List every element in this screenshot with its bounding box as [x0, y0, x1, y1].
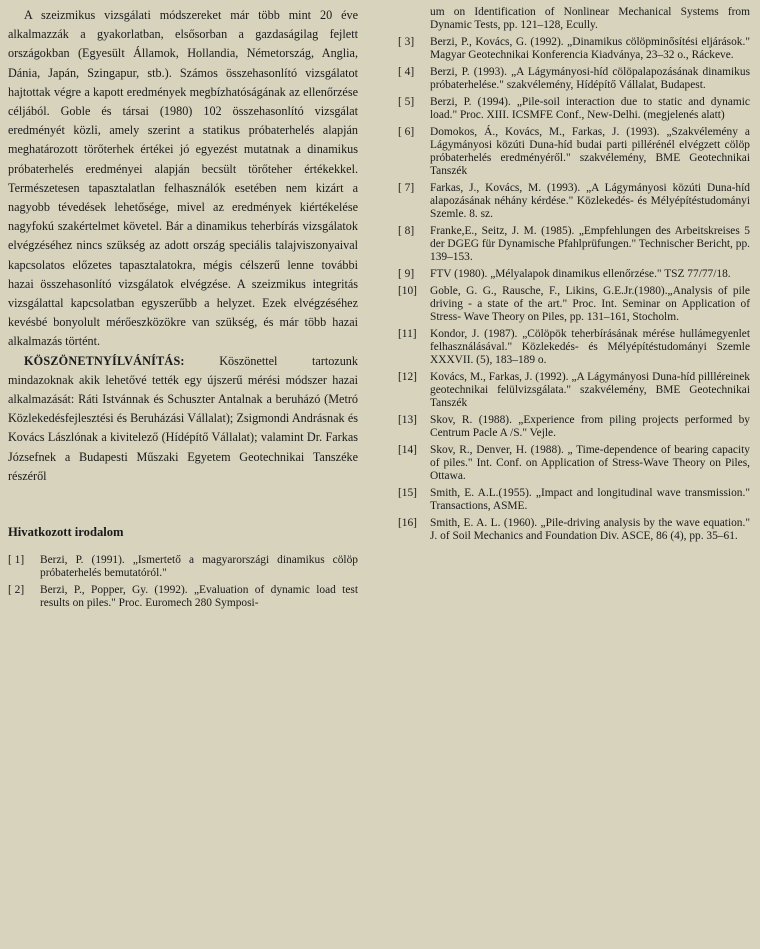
reference-text: Berzi, P. (1994). „Pile-soil interaction due to static and dynamic load." Proc. XIII. ICSMFE Conf., New-Delhi. (megjelenés alatt)	[430, 96, 750, 121]
reference-number: [14]	[398, 444, 417, 456]
reference-item	[398, 487, 750, 513]
reference-item	[398, 96, 750, 122]
reference-number: [ 1]	[8, 554, 25, 567]
reference-text: FTV (1980). „Mélyalapok dinamikus ellenőrzése." TSZ 77/77/18.	[430, 268, 731, 280]
reference-item	[8, 554, 358, 580]
reference-item	[398, 517, 750, 543]
reference-item	[398, 444, 750, 483]
reference-item	[398, 225, 750, 264]
reference-item	[8, 584, 358, 610]
reference-number: [10]	[398, 285, 417, 297]
reference-number: [ 4]	[398, 66, 415, 78]
body-paragraph: A szeizmikus vizsgálati módszereket már több mint 20 éve alkalmazzák a gyakorlatban, elsősorban a gazdaságilag fejlett országokban (Egyesült Államok, Hollandia, Németország, Anglia, Dánia, Japán, Szingapur, stb.). Számos összehasonlító vizsgálatot hajtottak végre a kapott eredmények megbízhatóságának az ellenőrzése céljából. Goble és társai (1980) 102 összehasonlító vizsgálat eredményét közli, amely szerint a statikus próbaterhelés alapján meghatározott törőterhek értékei jó egyezést mutatnak a dinamikus próbaterhelés eredményei alapján becsült törőteher értékekkel. Természetesen tapasztalatlan felhasználók esetében nem kizárt a nagyobb tévedések lehetősége, mivel az eredmények kiértékelése nagyfokú szakértelmet követel. Bár a dinamikus teherbírás vizsgálatok elvégzéséhez nincs szükség az adott ország speciális talajviszonyaival kapcsolatos előzetes tapasztalatokra, mégis célszerű lenne további hazai összehasonlító vizsgálatok elvégzése. A szeizmikus integritás vizsgálattal kapcsolatban egyszerűbb a helyzet. Ezek elvégzéséhez kevésbé bonyolult mérőeszközökre van szükség, és már több hazai alkalmazás történt.	[8, 8, 358, 349]
reference-text: Skov, R. (1988). „Experience from piling projects performed by Centrum Pacle A /S." Vejle.	[430, 414, 750, 439]
acknowledgement-text: Köszönettel tartozunk mindazoknak akik lehetővé tették egy újszerű mérési módszer hazai alkalmazását: Ráti Istvánnak és Schuszter Antalnak a beruházó (Metró Közlekedésfejlesztési és Beruházási Vállalat); Zsigmondi Andrásnak és Kovács Lászlónak a kivitelező (Hídépítő Vállalat); valamint Dr. Farkas Józsefnek a Budapesti Műszaki Egyetem Geotechnikai Tanszéke részéről	[8, 353, 358, 483]
reference-text: Kovács, M., Farkas, J. (1992). „A Lágymányosi Duna-híd pillléreinek geotechnikai felülvizsgálata." szakvélemény, BME Geotechnikai Tanszék	[430, 371, 750, 409]
reference-number: [ 2]	[8, 584, 25, 597]
reference-text: Berzi, P., Kovács, G. (1992). „Dinamikus cölöpminősítési eljárások." Magyar Geotechnikai Konferencia Kiadványa, 23–32 o., Ráckeve.	[430, 36, 750, 61]
references-title: Hivatkozott irodalom	[8, 525, 124, 540]
reference-text: Skov, R., Denver, H. (1988). „ Time-dependence of bearing capacity of piles." Int. Conf. on Application of Stress-Wave Theory on Piles, Ottawa.	[430, 444, 750, 482]
reference-text: Smith, E. A. L. (1960). „Pile-driving analysis by the wave equation." J. of Soil Mechanics and Foundation Div. ASCE, 86 (4), pp. 35–61.	[430, 517, 750, 542]
reference-text: Domokos, Á., Kovács, M., Farkas, J. (1993). „Szakvélemény a Lágymányosi közúti Duna-híd budai parti pillérénél elvégzett cölöp próbaterhelés eredményéről." szakvélemény, BME Geotechnikai Tanszék	[430, 126, 750, 177]
reference-continuation: um on Identification of Nonlinear Mechanical Systems from Dynamic Tests, pp. 121–128, Ecully.	[430, 6, 750, 31]
reference-item	[398, 268, 750, 281]
reference-number: [16]	[398, 517, 417, 529]
reference-item	[398, 285, 750, 324]
reference-text: Smith, E. A.L.(1955). „Impact and longitudinal wave transmission." Transactions, ASME.	[430, 487, 750, 512]
reference-number: [ 8]	[398, 225, 415, 237]
reference-number: [12]	[398, 371, 417, 383]
reference-item	[398, 36, 750, 62]
reference-number: [ 5]	[398, 96, 415, 108]
reference-text: Berzi, P., Popper, Gy. (1992). „Evaluation of dynamic load test results on piles." Proc. Euromech 280 Symposi-	[40, 584, 358, 610]
reference-item	[398, 371, 750, 410]
reference-item	[398, 414, 750, 440]
reference-list-right	[398, 36, 750, 543]
acknowledgement-heading: KÖSZÖNETNYÍLVÁNÍTÁS:	[24, 353, 185, 368]
reference-number: [13]	[398, 414, 417, 426]
reference-text: Farkas, J., Kovács, M. (1993). „A Lágymányosi közúti Duna-híd alapozásának néhány kérdése." Közlekedés- és Mélyépítéstudományi Szemle. 8. sz.	[430, 182, 750, 220]
reference-text: Berzi, P. (1991). „Ismertető a magyarországi dinamikus cölöp próbaterhelés bemutatóról."	[40, 554, 358, 580]
reference-text: Kondor, J. (1987). „Cölöpök teherbírásának mérése hullámegyenlet felhasználásával." Közlekedés- és Mélyépítéstudományi Szemle XXXVII. (5), 183–189 o.	[430, 328, 750, 366]
reference-item	[398, 328, 750, 367]
reference-text: Franke,E., Seitz, J. M. (1985). „Empfehlungen des Arbeitskreises 5 der DGEG für Dynamische Pfahlprüfungen." Technischer Bericht, pp. 139–153.	[430, 225, 750, 263]
left-column	[8, 6, 358, 614]
reference-number: [ 3]	[398, 36, 415, 48]
reference-number: [ 9]	[398, 268, 415, 280]
acknowledgement-paragraph	[8, 352, 358, 486]
reference-number: [11]	[398, 328, 417, 340]
reference-number: [ 6]	[398, 126, 415, 138]
reference-number: [15]	[398, 487, 417, 499]
reference-item	[398, 66, 750, 92]
reference-list-left	[8, 554, 358, 610]
reference-item	[398, 182, 750, 221]
reference-item	[398, 126, 750, 178]
reference-text: Berzi, P. (1993). „A Lágymányosi-híd cölöpalapozásának dinamikus próbaterhelése." szakvélemény, Hídépítő Vállalat, Budapest.	[430, 66, 750, 91]
reference-number: [ 7]	[398, 182, 415, 194]
reference-text: Goble, G. G., Rausche, F., Likins, G.E.Jr.(1980).„Analysis of pile driving - a state of the art." Proc. Int. Seminar on Application of Stress- Wave Theory on Piles, pp. 131–161, Stocholm.	[430, 285, 750, 323]
right-column	[398, 6, 750, 547]
